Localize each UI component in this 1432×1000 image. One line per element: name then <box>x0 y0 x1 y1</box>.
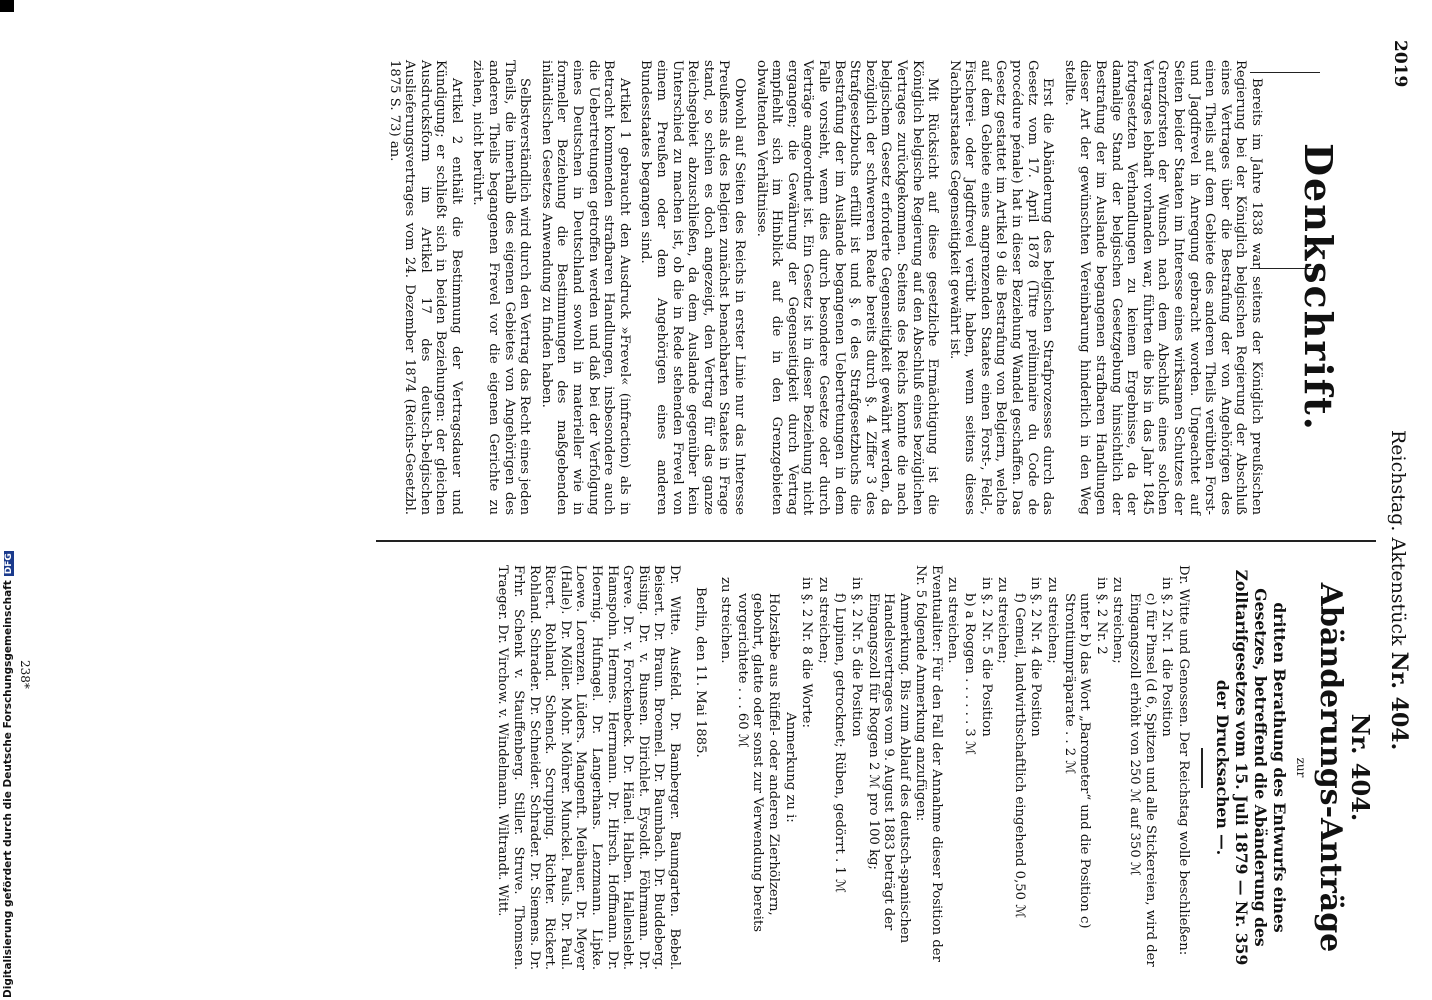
amendment-line: Eventualiter: Für den Fall der Annahme dieser Position der Nr. 5 folgende Anmerkung anzufügen: <box>913 565 944 962</box>
amendment-line: zu streichen; <box>815 577 831 664</box>
amendments-list <box>718 565 1175 970</box>
page-number-top: 2019 <box>1390 40 1410 88</box>
amendment-line: zu streichen. <box>945 577 961 664</box>
header-number: Nr. 404. <box>1386 651 1412 751</box>
amendment-line: in §. 2 Nr. 8 die Worte: <box>799 577 815 728</box>
amendment-line: in §. 2 Nr. 5 die Position <box>848 577 864 737</box>
amendments-zur: zur <box>1294 757 1309 778</box>
amendment-line: Anmerkung. Bis zum Ablauf des deutsch-spanischen Handelsvertrages vom 9. August 1883 beträgt der Eingangszoll für Roggen 2 ℳ pro 100 kg; <box>865 593 912 944</box>
amendment-line: in §. 2 Nr. 4 die Position <box>1028 577 1044 737</box>
signatories: Dr. Witte. Ausfeld. Dr. Bamberger. Baumgarten. Bebel. Beisert. Dr. Braun. Broemel. Dr. Baumbach. Dr. Buddeberg. Büsing. Dr. v. Bunsen. Dirichlet. Eysoldt. Föhrmann. Dr. Greve. Dr. v. Forckenbeck. Dr. Hänel. Halben. Hallenslebt. Hamspohn. Hermes. Herrmann. Dr. Hirsch. Hoffmann. Dr. Hoernig. Hufnagel. Dr. Langerhans. Lenzmann. Lipke. Loewe. Lorenzen. Lüders. Mangenft. Meibauer. Dr. Meyer (Halle). Dr. Möller. Mohr. Möhrer. Munckel. Pauls. Dr. Paul. Ricert. Rohland. Schenck. Scrupping. Richter. Rickert. Rohland. Schrader. Dr. Schneider. Schrader. Dr. Siemens. Dr. Frhr. Schenk v. Stauffenberg. Stiller. Struve. Thomsen. Traeger. Dr. Virchow. v. Windelmann. Wiltrandt. Witt. <box>495 565 682 970</box>
digitisation-text: Digitalisierung gefördert durch die Deutsche Forschungsgemeinschaft <box>2 580 14 998</box>
amendment-line: f) Lupinen, getrocknet; Rüben, gedörrt . 1 ℳ <box>832 593 848 894</box>
memorandum-paragraph: Artikel 2 enthält die Bestimmung der Vertragsdauer und Kündigung; er schließt sich in beiden Beziehungen: der gleichen Ausdrucksform im Artikel 17 des deutsch-belgischen Auslieferungsvertrages vom 24. Dezember 1874 (Reichs-Gesetzbl. 1875 S. 73) an. <box>386 60 464 515</box>
amendment-line: in §. 2 Nr. 2 <box>1093 577 1109 655</box>
column-divider <box>376 540 1376 542</box>
header-title <box>1386 430 1412 750</box>
memorandum-column <box>380 60 1340 515</box>
memorandum-paragraph: Obwohl auf Seiten des Reichs in erster Linie nur das Interesse Preußens als des Belgien zunächst benachbarten Staates in Frage stand, so schien es doch angezeigt, den Vertrag für das ganze Reichsgebiet abzuschließen, da dem Auslande gegenüber kein Unterschied zu machen ist, ob die in Rede stehenden Frevel von einem Preußen oder dem Angehörigen eines anderen Bundesstaates begangen sind. <box>638 60 747 515</box>
section-rule <box>1201 748 1203 788</box>
amendment-line: Holzstäbe aus Rüffel- oder anderen Zierhölzern, gebohrt, glatte oder sonst zur Verwendung bereits vorgerichtete . . . 60 ℳ <box>734 593 781 933</box>
amendments-column <box>487 565 1374 970</box>
amendment-line: f) Gemeil, landwirthschaftlich eingehend 0,50 ℳ <box>1011 593 1027 919</box>
header-label: Reichstag. Aktenstück <box>1387 430 1409 646</box>
amendment-line: zu streichen; <box>1110 577 1126 664</box>
memorandum-paragraph: Mit Rücksicht auf diese gesetzliche Ermächtigung ist die Königlich belgische Regierung auf den Abschluß eines bezüglichen Vertrages zurückgekommen. Seitens des Reichs konnte die nach belgischem Gesetz erforderte Gegenseitigkeit gewährt werden, da bezüglich der schwereren Reate bereits durch §. 4 Ziffer 3 des Strafgesetzbuchs erfüllt ist und §. 6 des Strafgesetzbuchs die Bestrafung der im Auslande begangenen Uebertretungen in dem Falle vorsieht, wenn dies durch besondere Gesetze oder durch Verträge angeordnet ist. Ein Gesetz ist in dieser Beziehung nicht ergangen; die Gewährung der Gegenseitigkeit durch Vertrag empfiehlt sich im Hinblick auf die in den Grenzgebieten obwaltenden Verhältnisse. <box>753 60 941 515</box>
amendment-line: zu streichen; <box>1045 577 1061 664</box>
digitisation-note <box>2 8 14 998</box>
page-header <box>1382 30 1416 980</box>
amendment-line: unter b) das Wort „Barometer“ und die Position c) Strontiumpräparate . . 2 ℳ <box>1061 593 1093 929</box>
amendment-line: in §. 2 Nr. 1 die Position <box>1159 577 1175 737</box>
amendment-line: zu streichen; <box>995 577 1011 664</box>
amendments-intro: Dr. Witte und Genossen. Der Reichstag wolle beschließen: <box>1175 565 1191 956</box>
memorandum-paragraph: Selbstverständlich wird durch den Vertrag das Recht eines jeden Theils, die innerhalb des eigenen Gebietes von Angehörigen des anderen Theils begangenen Frevel vor die eigenen Gerichte zu ziehen, nicht berührt. <box>470 60 533 515</box>
memorandum-paragraph: Bereits im Jahre 1838 war seitens der Königlich preußischen Regierung bei der Königlich belgischen Regierung der Abschluß eines Vertrages über die Bestrafung der von Angehörigen des einen Theils auf dem Gebiete des anderen Theils verübten Forst- und Jagdfrevel in Anregung gebracht worden. Ungeachtet auf Seiten beider Staaten im Interesse eines wirksamen Schutzes der Grenzforsten der Wunsch nach dem Abschluß eines solchen Vertrages lebhaft vorhanden war, führten die bis in das Jahr 1845 fortgesetzten Verhandlungen zu keinem Ergebnisse, da der damalige Stand der belgischen Gesetzgebung hinsichtlich der Bestrafung der im Auslande begangenen strafbaren Handlungen dieser Art der gewünschten Vereinbarung hinderlich in den Weg stellte. <box>1061 60 1264 515</box>
amendment-number: Nr. 404. <box>1346 713 1375 822</box>
memorandum-paragraph: Artikel 1 gebraucht den Ausdruck »Frevel« (infraction) als in Betracht kommenden strafbaren Handlungen, insbesondere auch die Uebertretungen getroffen werden und daß bei der Verfolgung eines Deutschen in Deutschland sowohl in materieller wie in formeller Beziehung die Bestimmungen des maßgebenden inländischen Gesetzes Anwendung zu finden haben. <box>538 60 632 515</box>
amendment-line: in §. 2 Nr. 5 die Position <box>978 577 994 737</box>
amendments-subtitle: dritten Berathung des Entwurfs eines Gesetzes, betreffend die Abänderung des Zolltarifgesetzes vom 15. Juli 1879 — Nr. 359 der Drucksachen —. <box>1212 569 1289 966</box>
memorandum-paragraph: Erst die Abänderung des belgischen Strafprozesses durch das Gesetz vom 17. April 1878 (Titre préliminaire du Code de procédure pénale) hat in dieser Beziehung Wandel geschaffen. Das Gesetz gestattet im Artikel 9 die Bestrafung von Belgiern, welche auf dem Gebiete eines angrenzenden Staates einen Forst-, Feld-, Fischerei- oder Jagdfrevel verübt haben, wenn seitens dieses Nachbarstaates Gegenseitigkeit gewährt ist. <box>946 60 1056 515</box>
amendments-date: Berlin, den 11. Mai 1885. <box>692 587 708 758</box>
memorandum-body <box>386 60 1264 515</box>
amendments-title: Abänderungs-Anträge <box>1313 582 1349 953</box>
amendment-line: Anmerkung zu i: <box>782 712 798 823</box>
amendment-line: b) a Roggen . . . . . . 3 ℳ <box>962 593 978 756</box>
amendment-line: zu streichen. <box>718 577 734 664</box>
page-number-bottom: 238* <box>18 660 32 689</box>
amendment-line: c) für Pinsel (d 6, Spitzen und alle Stickereien, wird der Eingangszoll erhöht von 250 ℳ auf 350 ℳ <box>1127 593 1158 967</box>
dfg-logo: DFG <box>4 553 14 575</box>
memorandum-title: Denkschrift. <box>1296 143 1341 432</box>
